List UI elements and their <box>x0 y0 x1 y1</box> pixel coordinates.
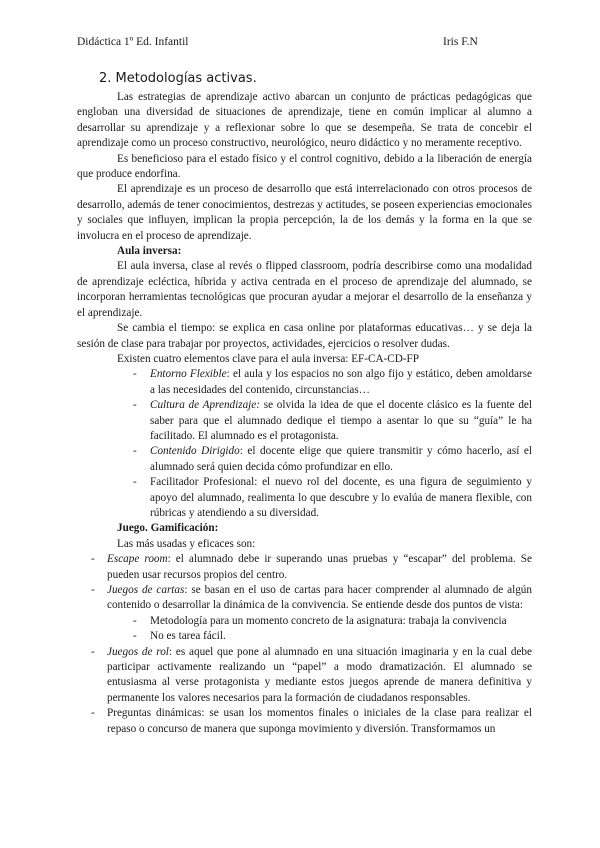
document-body <box>77 70 532 737</box>
aula-inversa-paragraph-1: El aula inversa, clase al revés o flipped classroom, podría describirse como una modalidad de aprendizaje ecléctica, híbrida y activa centrada en el proceso de aprendizaje del alumnado, se incorporan herramientas tecnológicas que procuran ayudar a mejorar el desarrollo de la enseñanza y el aprendizaje. <box>77 260 532 319</box>
element-text: Facilitador Profesional: el nuevo rol del docente, es una figura de seguimiento y apoyo del alumnado, realimenta lo que descubre y lo evalúa de manera flexible, con rúbricas y atendiendo a su diversidad. <box>150 476 532 519</box>
dash-marker: - <box>91 707 95 720</box>
dash-marker: - <box>133 630 137 643</box>
page-header <box>77 36 480 52</box>
element-term: Entorno Flexible <box>150 368 227 381</box>
dash-marker: - <box>133 399 137 412</box>
dash-marker: - <box>91 645 95 658</box>
list-item <box>107 629 532 644</box>
subitem-text: No es tarea fácil. <box>150 630 226 643</box>
element-text: : el docente elige que quiere transmitir y cómo hacerlo, así el alumnado será quien decida cómo profundizar en ello. <box>150 445 533 473</box>
list-item <box>77 583 532 645</box>
element-term: Cultura de Aprendizaje: <box>150 399 260 412</box>
dash-marker: - <box>133 368 137 381</box>
juego-intro: Las más usadas y eficaces son: <box>117 537 256 550</box>
dash-marker: - <box>133 614 137 627</box>
subitem-text: Metodología para un momento concreto de la asignatura: trabaja la convivencia <box>150 614 507 627</box>
header-author: Iris F.N <box>443 36 478 48</box>
list-item <box>77 444 532 475</box>
aula-inversa-paragraph-2: Se cambia el tiempo: se explica en casa online por plataformas educativas… y se deja la sesión de clase para trabajar por proyectos, actividades, ejercicios o resolver dudas. <box>77 322 532 350</box>
aula-inversa-heading: Aula inversa: <box>117 245 182 258</box>
dash-marker: - <box>91 553 95 566</box>
list-item <box>77 552 532 583</box>
element-text: : el aula y los espacios no son algo fijo y estático, deben amoldarse a las necesidades del contenido, circunstancias… <box>150 368 532 396</box>
element-term: Contenido Dirigido <box>150 445 240 458</box>
aula-inversa-elements-list <box>77 367 532 521</box>
aula-inversa-elements-intro: Existen cuatro elementos clave para el aula inversa: EF-CA-CD-FP <box>117 352 419 365</box>
list-item <box>77 398 532 444</box>
section-title: 2. Metodologías activas. <box>99 71 257 86</box>
cartas-sublist <box>107 614 532 645</box>
intro-paragraph-3: El aprendizaje es un proceso de desarrollo que está interrelacionado con otros procesos de desarrollo, además de tener conocimientos, destrezas y actitudes, se poseen experiencias emocionales y sociales que influyen, implican la propia percepción, la de los demás y la forma en la que se involucra en el proceso de aprendizaje. <box>77 183 532 242</box>
item-text: : se basan en el uso de cartas para hacer comprender al alumnado de algún contenido o desarrollar la dinámica de la convivencia. Se entiende desde dos puntos de vista: <box>107 584 532 612</box>
dash-marker: - <box>91 584 95 596</box>
dash-marker: - <box>133 445 137 458</box>
list-item <box>77 706 532 737</box>
intro-paragraph-2: Es beneficioso para el estado físico y el control cognitivo, debido a la liberación de energía que produce endorfina. <box>77 152 532 181</box>
juego-heading: Juego. Gamificación: <box>117 522 219 535</box>
item-term: Juegos de rol <box>107 645 169 658</box>
dash-marker: - <box>133 476 137 489</box>
juego-list <box>77 552 532 737</box>
list-item <box>107 614 532 629</box>
list-item <box>77 645 532 707</box>
item-term: Escape room <box>107 553 168 566</box>
list-item <box>77 475 532 521</box>
intro-paragraph-1: Las estrategias de aprendizaje activo abarcan un conjunto de prácticas pedagógicas que engloban una diversidad de situaciones de aprendizaje, tiene en común implicar al alumno a desarrollar su aprendizaje y a reflexionar sobre lo que se desempeña. Se trata de concebir el aprendizaje como un proceso constructivo, neurológico, neuro didáctico y no meramente receptivo. <box>77 91 532 150</box>
item-term: Juegos de cartas <box>107 584 185 596</box>
item-text: Preguntas dinámicas: se usan los momentos finales o iniciales de la clase para realizar el repaso o concurso de manera que suponga movimiento y diversión. Transformamos un <box>107 707 532 735</box>
element-text: se olvida la idea de que el docente clásico es la fuente del saber para que el alumnado dedique el tiempo a asentar lo que su “guía” le ha facilitado. El alumnado es el protagonista. <box>150 399 533 442</box>
item-text: : el alumnado debe ir superando unas pruebas y “escapar” del problema. Se pueden usar recursos propios del centro. <box>107 553 532 581</box>
header-course: Didáctica 1º Ed. Infantil <box>77 36 189 48</box>
item-text: : es aquel que pone al alumnado en una situación imaginaria y en la cual debe participar activamente realizando un “papel” a modo dramatización. El alumnado se entusiasma al verse protagonista y mediante estos juegos aprende de manera definitiva y permanente los valores necesarios para la formación de ciudadanos responsables. <box>107 645 532 704</box>
list-item <box>77 367 532 398</box>
